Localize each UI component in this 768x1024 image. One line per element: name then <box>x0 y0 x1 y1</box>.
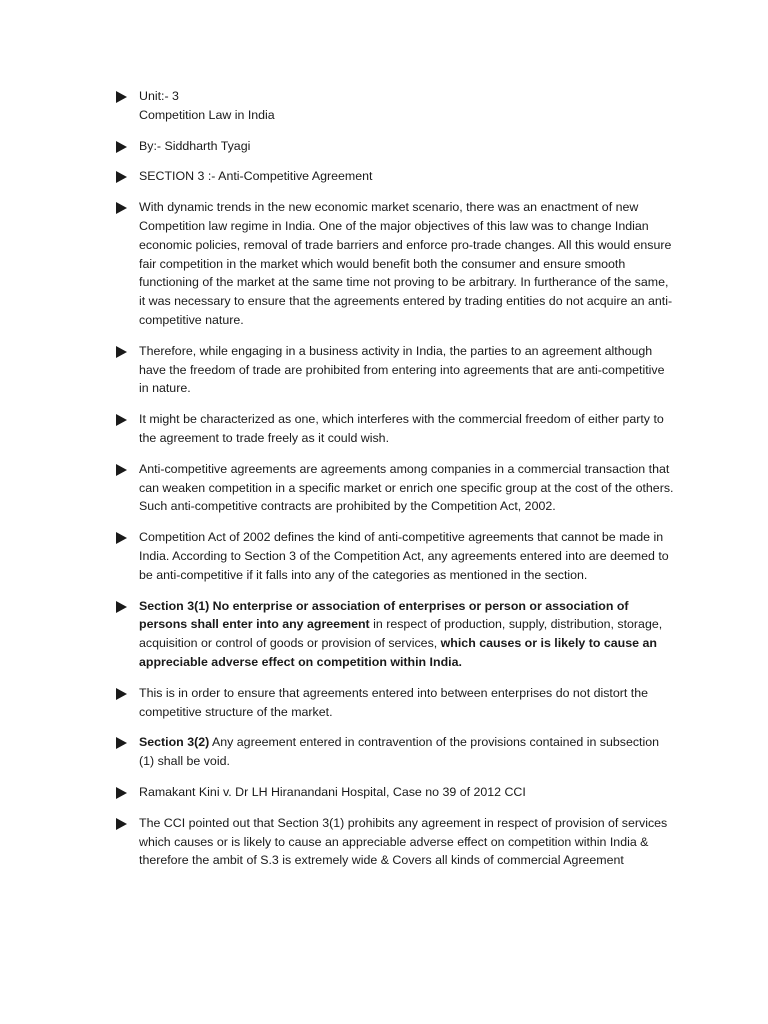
triangle-bullet-icon <box>116 601 127 613</box>
paragraph-text: Therefore, while engaging in a business activity in India, the parties to an agreement although have the freedom of trade are prohibited from entering into agreements that are anti-competitive in nature. <box>139 343 665 396</box>
paragraph-text: With dynamic trends in the new economic market scenario, there was an enactment of new Competition law regime in India. One of the major objectives of this law was to change Indian economic policies, removal of trade barriers and enforce pro-trade changes. All this would ensure fair competition in the market which would benefit both the consumer and ensure smooth functioning of the market at the same time not proving to be arbitrary. In furtherance of the same, it was necessary to ensure that the agreements entered by trading entities do not acquire an anti-competitive nature. <box>139 200 673 327</box>
section-3-1-bold-lead: Section 3(1) No enterprise or association of enterprises or person or association of persons shall enter into any agreement <box>139 598 629 632</box>
bullet-unit-title <box>116 87 676 125</box>
bullet-section-3-1 <box>116 597 676 672</box>
triangle-bullet-icon <box>116 91 127 103</box>
triangle-bullet-icon <box>116 532 127 544</box>
bullet-paragraph <box>116 198 676 330</box>
triangle-bullet-icon <box>116 818 127 830</box>
triangle-bullet-icon <box>116 414 127 426</box>
triangle-bullet-icon <box>116 787 127 799</box>
paragraph-text: It might be characterized as one, which interferes with the commercial freedom of either party to the agreement to trade freely as it could wish. <box>139 412 664 445</box>
triangle-bullet-icon <box>116 464 127 476</box>
paragraph-text: The CCI pointed out that Section 3(1) prohibits any agreement in respect of provision of services which causes or is likely to cause an appreciable adverse effect on competition within India & therefore the ambit of S.3 is extremely wide & Covers all kinds of commercial Agreement <box>139 815 668 868</box>
unit-label: Unit:- 3 <box>139 89 179 103</box>
paragraph-text: This is in order to ensure that agreements entered into between enterprises do not distort the competitive structure of the market. <box>139 685 648 719</box>
bullet-author <box>116 137 676 156</box>
bullet-paragraph <box>116 342 676 398</box>
triangle-bullet-icon <box>116 346 127 358</box>
bullet-case-citation <box>116 783 676 802</box>
section-3-2-text <box>139 733 676 771</box>
author-text: By:- Siddharth Tyagi <box>139 138 251 153</box>
section-heading-text: SECTION 3 :- Anti-Competitive Agreement <box>139 169 373 184</box>
bullet-text <box>139 87 676 125</box>
triangle-bullet-icon <box>116 737 127 749</box>
bullet-paragraph <box>116 410 676 448</box>
triangle-bullet-icon <box>116 688 127 700</box>
section-3-1-body: in respect of production, supply, distribution, storage, acquisition or control of goods or provision of services, <box>139 617 663 651</box>
section-3-2-body: Any agreement entered in contravention of the provisions contained in subsection (1) shall be void. <box>139 735 660 769</box>
bullet-paragraph <box>116 814 676 870</box>
triangle-bullet-icon <box>116 171 127 183</box>
case-citation-text: Ramakant Kini v. Dr LH Hiranandani Hospital, Case no 39 of 2012 CCI <box>139 784 526 799</box>
paragraph-text: Anti-competitive agreements are agreements among companies in a commercial transaction that can weaken competition in a specific market or enrich one specific group at the cost of the others. Such anti-competitive contracts are prohibited by the Competition Act, 2002. <box>139 461 674 514</box>
section-3-2-bold-lead: Section 3(2) <box>139 735 210 750</box>
bullet-paragraph <box>116 528 676 584</box>
bullet-paragraph <box>116 684 676 722</box>
paragraph-text: Competition Act of 2002 defines the kind of anti-competitive agreements that cannot be made in India. According to Section 3 of the Competition Act, any agreements entered into are deemed to be anti-competitive if it falls into any of the categories as mentioned in the section. <box>139 530 669 582</box>
section-3-1-bold-tail: which causes or is likely to cause an appreciable adverse effect on competition within India. <box>139 636 657 669</box>
bullet-section-3-2 <box>116 733 676 771</box>
bullet-list <box>116 87 676 882</box>
bullet-section-heading <box>116 167 676 186</box>
course-title: Competition Law in India <box>139 107 275 122</box>
section-3-1-text <box>139 597 676 672</box>
triangle-bullet-icon <box>116 202 127 214</box>
triangle-bullet-icon <box>116 141 127 153</box>
bullet-paragraph <box>116 460 676 516</box>
